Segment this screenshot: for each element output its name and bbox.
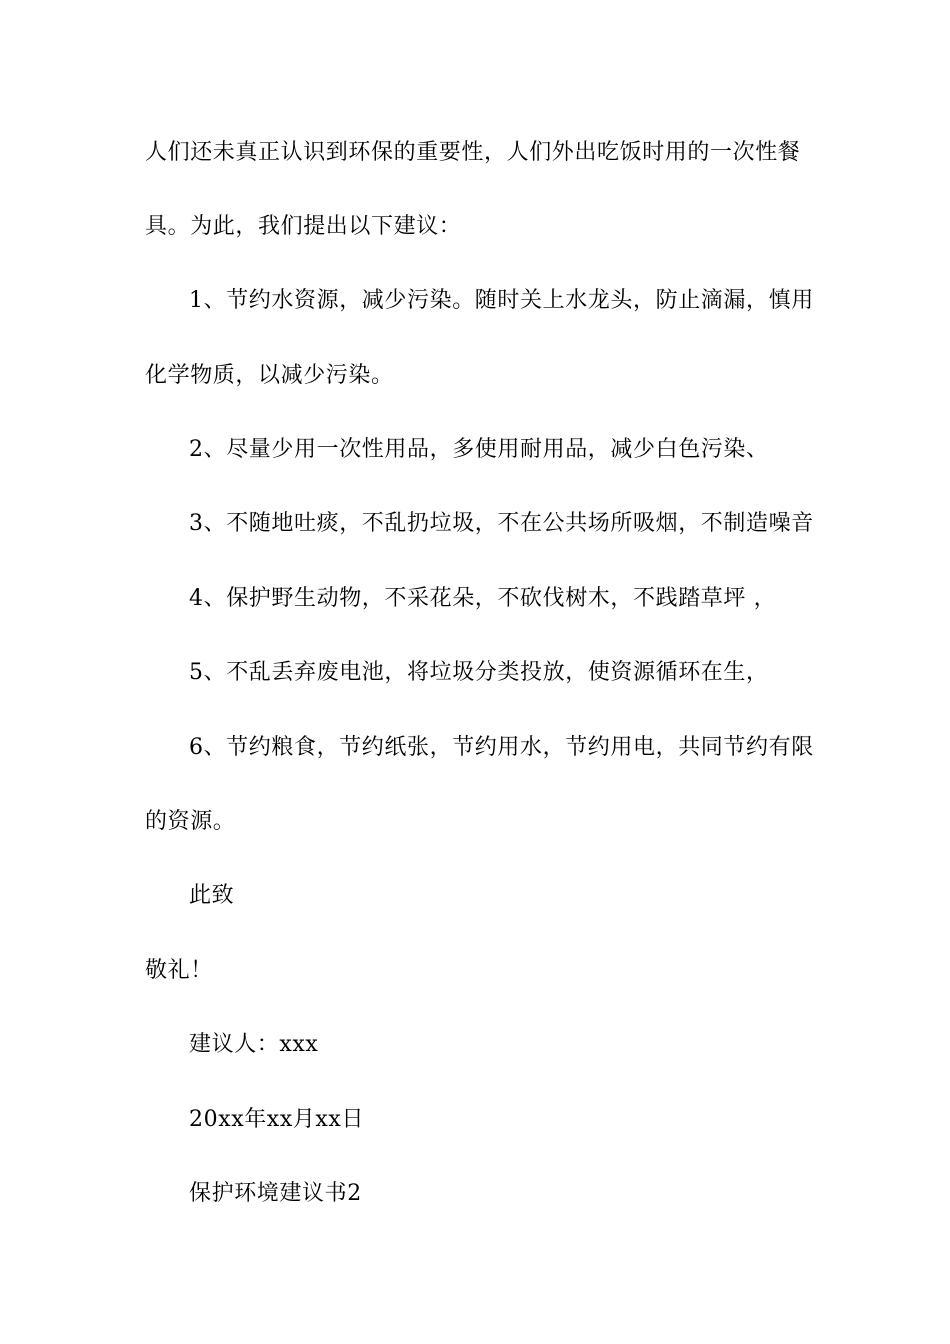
suggestion-6-line-2: 的资源。 (145, 809, 236, 834)
date: 20xx年xx月xx日 (189, 1107, 365, 1132)
suggestion-3: 3、不随地吐痰，不乱扔垃圾，不在公共场所吸烟，不制造噪音 (189, 511, 814, 536)
suggestion-5: 5、不乱丢弃废电池，将垃圾分类投放，使资源循环在生， (189, 660, 769, 685)
paragraph-intro-line-2: 具。为此，我们提出以下建议： (145, 214, 462, 239)
next-section-title: 保护环境建议书2 (189, 1181, 362, 1206)
suggestion-1-line-1: 1、节约水资源，减少污染。随时关上水龙头，防止滴漏，慎用 (189, 288, 814, 313)
suggestion-4: 4、保护野生动物，不采花朵，不砍伐树木，不践踏草坪 ， (189, 586, 777, 611)
suggestion-1-line-2: 化学物质，以减少污染。 (145, 363, 394, 388)
closing-salutation: 此致 (189, 883, 235, 908)
suggestion-2: 2、尽量少用一次性用品，多使用耐用品，减少白色污染、 (189, 437, 769, 462)
signer: 建议人：xxx (189, 1032, 319, 1057)
suggestion-6-line-1: 6、节约粮食，节约纸张，节约用水，节约用电，共同节约有限 (189, 735, 814, 760)
closing-regards: 敬礼！ (145, 958, 213, 983)
paragraph-intro-line-1: 人们还未真正认识到环保的重要性，人们外出吃饭时用的一次性餐 (145, 140, 801, 165)
